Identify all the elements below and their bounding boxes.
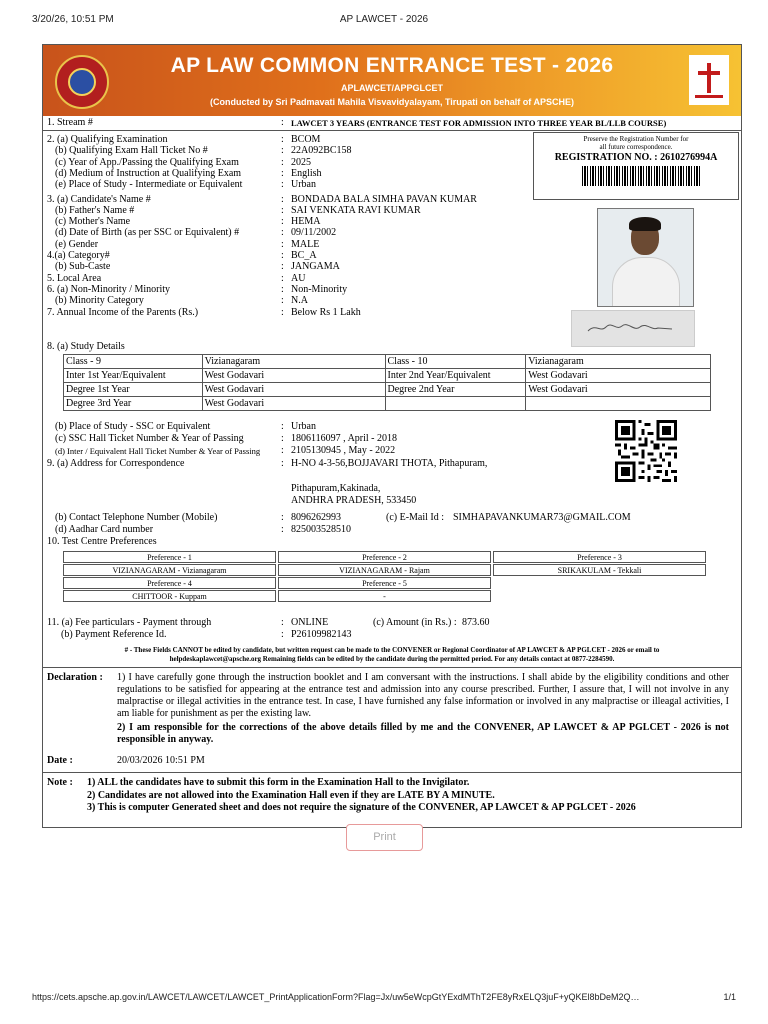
field-value: 2025	[291, 156, 311, 168]
pref-5-title: Preference - 5	[278, 577, 491, 589]
page-url: https://cets.apsche.ap.gov.in/LAWCET/LAWCET/LAWCET_PrintApplicationForm?Flag=Jx/uw5eWcpGtYExdMThT2FE8yRxELQ3juF+yQKEl8bDeM2Q…	[32, 992, 640, 1002]
address-label: 9. (a) Address for Correspondence	[47, 458, 185, 469]
field-value: SAI VENKATA RAVI KUMAR	[291, 204, 421, 216]
phone-value: 8096262993	[291, 512, 341, 523]
candidate-signature	[571, 310, 695, 347]
field-value: AU	[291, 272, 306, 284]
table-row	[64, 369, 711, 383]
divider	[43, 667, 741, 668]
form-subtitle: APLAWCET/APPGLCET	[340, 83, 443, 93]
table-cell: Degree 3rd Year	[64, 397, 203, 411]
field-colon: :	[281, 156, 284, 168]
note-3: 3) This is computer Generated sheet and does not require the signature of the CONVENER, AP LAWCET & AP PGLCET - 2026	[87, 802, 636, 813]
field-colon: :	[281, 295, 284, 307]
print-button[interactable]: Print	[346, 824, 423, 851]
field-value: Non-Minority	[291, 283, 348, 295]
field-value: BCOM	[291, 134, 321, 145]
field-value: N.A	[291, 295, 308, 307]
field-label: (d) Date of Birth (as per SSC or Equivalent) #	[55, 227, 240, 239]
table-cell	[526, 397, 711, 411]
table-row	[64, 355, 711, 369]
field-colon: :	[281, 227, 284, 239]
field-label: (e) Place of Study - Intermediate or Equivalent	[55, 179, 243, 191]
field-colon: :	[281, 250, 284, 261]
field-value: Urban	[291, 179, 316, 191]
phone-label: (b) Contact Telephone Number (Mobile)	[55, 512, 218, 523]
field-value: BONDADA BALA SIMHA PAVAN KUMAR	[291, 193, 477, 205]
table-cell	[385, 397, 526, 411]
registration-note-2: all future correspondence.	[599, 143, 673, 151]
fee-value: ONLINE	[291, 617, 329, 628]
declaration-text-1: 1) I have carefully gone through the instruction booklet and I am conversant with the instructions. I shall abide by the eligibility conditions and other regulations to be satisfied for appearing at the entrance test and admission into any course prescribed. Further, I assure that, I will not involve in any malpractise or illegal activities in the entrance test. In case, I have furnished any false information or involved in any malpractise or illeagal activities, I am liable for punishment as per the existing law.	[117, 672, 729, 719]
print-datetime: 3/20/26, 10:51 PM	[32, 14, 114, 25]
field-label: (d) Medium of Instruction at Qualifying Exam	[55, 167, 242, 179]
pref-2-title: Preference - 2	[278, 551, 491, 563]
field-label: 5. Local Area	[47, 272, 102, 284]
registration-note: Preserve the Registration Number for	[583, 135, 689, 143]
field-colon: :	[281, 179, 284, 191]
field-value: HEMA	[291, 216, 321, 228]
form-title: AP LAW COMMON ENTRANCE TEST - 2026	[170, 54, 614, 77]
field-colon: :	[281, 193, 284, 205]
table-cell: Degree 1st Year	[64, 383, 203, 397]
field-colon: :	[281, 204, 284, 216]
table-cell: Inter 1st Year/Equivalent	[64, 369, 203, 383]
pref-3-value: SRIKAKULAM - Tekkali	[493, 564, 706, 576]
field-value: 09/11/2002	[291, 227, 337, 239]
pref-4-title: Preference - 4	[63, 577, 276, 589]
table-cell: West Godavari	[202, 369, 385, 383]
field-label: (b) Minority Category	[55, 295, 144, 307]
address-line-3: ANDHRA PRADESH, 533450	[291, 495, 417, 506]
stream-value: LAWCET 3 YEARS (ENTRANCE TEST FOR ADMISSION INTO THREE YEAR BL/LLB COURSE)	[291, 118, 667, 128]
study-more-value: 2105130945 , May - 2022	[291, 445, 396, 456]
table-cell: Class - 9	[64, 355, 203, 369]
payment-ref-value: P26109982143	[291, 629, 352, 640]
field-label: (b) Qualifying Exam Hall Ticket No #	[55, 145, 208, 157]
registration-barcode	[582, 166, 702, 186]
field-value: Below Rs 1 Lakh	[291, 306, 361, 318]
field-value: BC_A	[291, 250, 317, 261]
pref-1-value: VIZIANAGARAM - Vizianagaram	[63, 564, 276, 576]
centre-preferences-table	[61, 550, 708, 603]
pref-2-value: VIZIANAGARAM - Rajam	[278, 564, 491, 576]
field-colon: :	[281, 433, 284, 444]
candidate-photo	[597, 208, 694, 307]
table-row	[64, 397, 711, 411]
field-colon: :	[281, 306, 284, 318]
study-label: 8. (a) Study Details	[47, 341, 125, 352]
divider	[43, 130, 741, 131]
fineprint-2: helpdeskaplawcet@apsche.org Remaining fields can be edited by the candidate during the permitted period. For any details contact at 0877-2284590.	[169, 655, 615, 663]
amount-value: 873.60	[462, 617, 490, 628]
field-label: 6. (a) Non-Minority / Minority	[47, 283, 171, 295]
field-label: (c) Mother's Name	[55, 216, 131, 228]
date-label: Date :	[47, 755, 73, 766]
application-form: AP LAW COMMON ENTRANCE TEST - 2026 APLAWCET/APPGLCET (Conducted by Sri Padmavati Mahila Visvavidyalayam, Tirupati on behalf of APSCHE) 1. Stream # : LAWCET 3 YEARS (ENTRANCE TEST FOR ADMISSION INTO THREE YEAR BL/LLB COURSE) Preserve the Registration Number for all future correspondence. REGISTRATION NO. : 2610276994A 2. (a) Qualifying Examination : BCOM (b) Qualifying Exam Hall Ticket No # : 22A092BC158 (c) Year of App./Passing the Qualifying Exam : 2025 (d) Medium of Instruction at Qualifying Exam : English (e) Place of Study - Intermediate or Equivalent : Urban 3. (a) Candidate's Name # : BONDADA BALA SIMHA PAVAN KUMAR (b) Father's Name # : SAI VENKATA RAVI KUMAR (c) Mother's Name : HEMA (d) Date of Birth (as per SSC or Equivalent) # : 09/11/2002 (e) Gender : MALE 4.(a) Category# : BC_A (b) Sub-Caste : JANGAMA 5. Local Area : AU 6. (a) Non-Minority / Minority : Non-Minority (b) Minority Category : N.A 7. Annual Income of the Parents (Rs.) : Below Rs 1 Lakh 8. (a) Study Details Class - 9 Vizianagaram Class - 10 Vizianagaram Inter 1st Year/Equivalent West Godavari Inter 2nd Year/Equivalent West Godavari Degree 1st Year West Godavari Degree 2nd Year West Godavari Degree 3rd Year West Godavari (b) Place of Study - SSC or Equivalent : Urban (c) SSC Hall Ticket Number & Year of Passing : 1806116097 , April - 2018 (d) Inter / Equivalent Hall Ticket Number & Year of Passing : 2105130945 , May - 2022 9. (a) Address for Correspondence : H-NO 4-3-56,BOJJAVARI THOTA, Pithapuram, Pithapuram,Kakinada, ANDHRA PRADESH, 533450 (b) Contact Telephone Number (Mobile) : 8096262993 (c) E-Mail Id : SIMHAPAVANKUMAR73@GMAIL.COM (d) Aadhar Card number : 825003528510 10. Test Centre Preferences Preference - 1 Preference - 2 Preference - 3 VIZIANAGARAM - Vizianagaram VIZIANAGARAM - Rajam SRIKAKULAM - Tekkali Preference - 4 Preference - 5 CHITTOOR - Kuppam - 11. (a) Fee particulars - Payment through : ONLINE (c) Amount (in Rs.) : 873.60 (b) Payment Reference Id. : P26109982143 # - These Fields CANNOT be edited by candidate, but written request can be made to the CONVENER or Regional Coordinator of AP LAWCET & AP PGLCET - 2026 or email to helpdeskaplawcet@apsche.org Remaining fields can be edited by the candidate during the permitted period. For any details contact at 0877-2284590. Declaration : 1) I have carefully gone through the instruction booklet and I am conversant with the instructions. I shall abide by the eligibility conditions and other regulations to be satisfied for appearing at the entrance test and admission into any course prescribed. Further, I assure that, I will not involve in any malpractise or illegal activities in the entrance test. In case, I have furnished any false information or involved in any malpractise or illeagal activities, I am liable for punishment as per the existing law. 2) I am responsible for the corrections of the above details filled by me and the CONVENER, AP LAWCET & AP PGLCET - 2026 is not responsible in anyway. Date : 20/03/2026 10:51 PM Note : 1) ALL the candidates have to submit this form in the Examination Hall to the Invigilator. 2) Candidates are not allowed into the Examination Hall even if they are LATE BY A MINUTE. 3) This is computer Generated sheet and does not require the signature of the CONVENER, AP LAWCET & AP PGLCET - 2026	[42, 44, 742, 828]
field-value: JANGAMA	[291, 261, 340, 273]
study-table	[63, 354, 711, 411]
print-page-title: AP LAWCET - 2026	[339, 14, 429, 25]
field-label: (e) Gender	[55, 238, 99, 250]
stream-label: 1. Stream #	[47, 117, 93, 128]
pref-5-value: -	[278, 590, 491, 602]
field-value: English	[291, 167, 322, 179]
address-line-1: H-NO 4-3-56,BOJJAVARI THOTA, Pithapuram,	[291, 458, 488, 469]
fee-label: 11. (a) Fee particulars - Payment through	[47, 617, 212, 628]
table-row	[64, 383, 711, 397]
pref-3-title: Preference - 3	[493, 551, 706, 563]
qr-code-icon	[615, 420, 677, 482]
table-cell: Vizianagaram	[526, 355, 711, 369]
field-colon: :	[281, 167, 284, 179]
note-1: 1) ALL the candidates have to submit this form in the Examination Hall to the Invigilator.	[87, 777, 470, 788]
centres-label: 10. Test Centre Preferences	[47, 536, 157, 547]
registration-number: REGISTRATION NO. : 2610276994A	[554, 152, 718, 163]
date-value: 20/03/2026 10:51 PM	[117, 755, 205, 766]
print-footer	[32, 992, 736, 1002]
table-cell: West Godavari	[526, 369, 711, 383]
field-label: (c) Year of App./Passing the Qualifying Exam	[55, 156, 239, 168]
page-count: 1/1	[723, 992, 736, 1002]
field-value: MALE	[291, 238, 320, 250]
table-cell: West Godavari	[202, 397, 385, 411]
field-colon: :	[281, 238, 284, 250]
aadhar-label: (d) Aadhar Card number	[55, 524, 154, 535]
field-label: 3. (a) Candidate's Name #	[47, 193, 151, 205]
aadhar-value: 825003528510	[291, 524, 351, 535]
pref-1-title: Preference - 1	[63, 551, 276, 563]
field-colon: :	[281, 145, 284, 157]
field-label: (b) Sub-Caste	[55, 261, 111, 273]
field-label: 4.(a) Category#	[47, 250, 110, 261]
table-cell: West Godavari	[202, 383, 385, 397]
pref-4-value: CHITTOOR - Kuppam	[63, 590, 276, 602]
apsche-logo-icon	[689, 55, 729, 105]
table-cell: Degree 2nd Year	[385, 383, 526, 397]
email-value: SIMHAPAVANKUMAR73@GMAIL.COM	[453, 512, 631, 523]
field-label: 7. Annual Income of the Parents (Rs.)	[47, 306, 199, 318]
field-value: 22A092BC158	[291, 145, 352, 157]
declaration-label: Declaration :	[47, 672, 103, 683]
study-more-label: (c) SSC Hall Ticket Number & Year of Passing	[55, 433, 244, 444]
note-2: 2) Candidates are not allowed into the Examination Hall even if they are LATE BY A MINUTE.	[87, 790, 495, 801]
address-line-2: Pithapuram,Kakinada,	[291, 483, 381, 494]
fineprint-1: # - These Fields CANNOT be edited by candidate, but written request can be made to the CONVENER or Regional Coordinator of AP LAWCET & AP PGLCET - 2026 or email to	[124, 646, 660, 654]
field-colon: :	[281, 445, 284, 456]
field-colon: :	[281, 421, 284, 432]
table-cell: Inter 2nd Year/Equivalent	[385, 369, 526, 383]
conducted-by: (Conducted by Sri Padmavati Mahila Visvavidyalayam, Tirupati on behalf of APSCHE)	[210, 97, 574, 107]
table-cell: Class - 10	[385, 355, 526, 369]
divider	[43, 772, 741, 773]
field-colon: :	[281, 134, 284, 145]
note-label: Note :	[47, 777, 73, 788]
field-colon: :	[281, 261, 284, 273]
field-colon: :	[281, 216, 284, 228]
table-cell: West Godavari	[526, 383, 711, 397]
study-more-value: Urban	[291, 421, 316, 432]
registration-box	[533, 132, 739, 200]
field-colon: :	[281, 283, 284, 295]
payment-ref-label: (b) Payment Reference Id.	[61, 629, 167, 640]
form-banner	[43, 45, 741, 116]
declaration-text-2: 2) I am responsible for the corrections of the above details filled by me and the CONVENER, AP LAWCET & AP PGLCET - 2026 is not responsible in anyway.	[117, 722, 729, 745]
field-colon: :	[281, 272, 284, 284]
study-more-value: 1806116097 , April - 2018	[291, 433, 398, 444]
amount-label: (c) Amount (in Rs.) :	[373, 617, 457, 628]
field-label: (b) Father's Name #	[55, 204, 135, 216]
table-cell: Vizianagaram	[202, 355, 385, 369]
email-label: (c) E-Mail Id :	[386, 512, 445, 523]
field-label: 2. (a) Qualifying Examination	[47, 134, 168, 145]
study-more-label: (d) Inter / Equivalent Hall Ticket Number & Year of Passing	[55, 446, 261, 456]
study-more-label: (b) Place of Study - SSC or Equivalent	[55, 421, 211, 432]
